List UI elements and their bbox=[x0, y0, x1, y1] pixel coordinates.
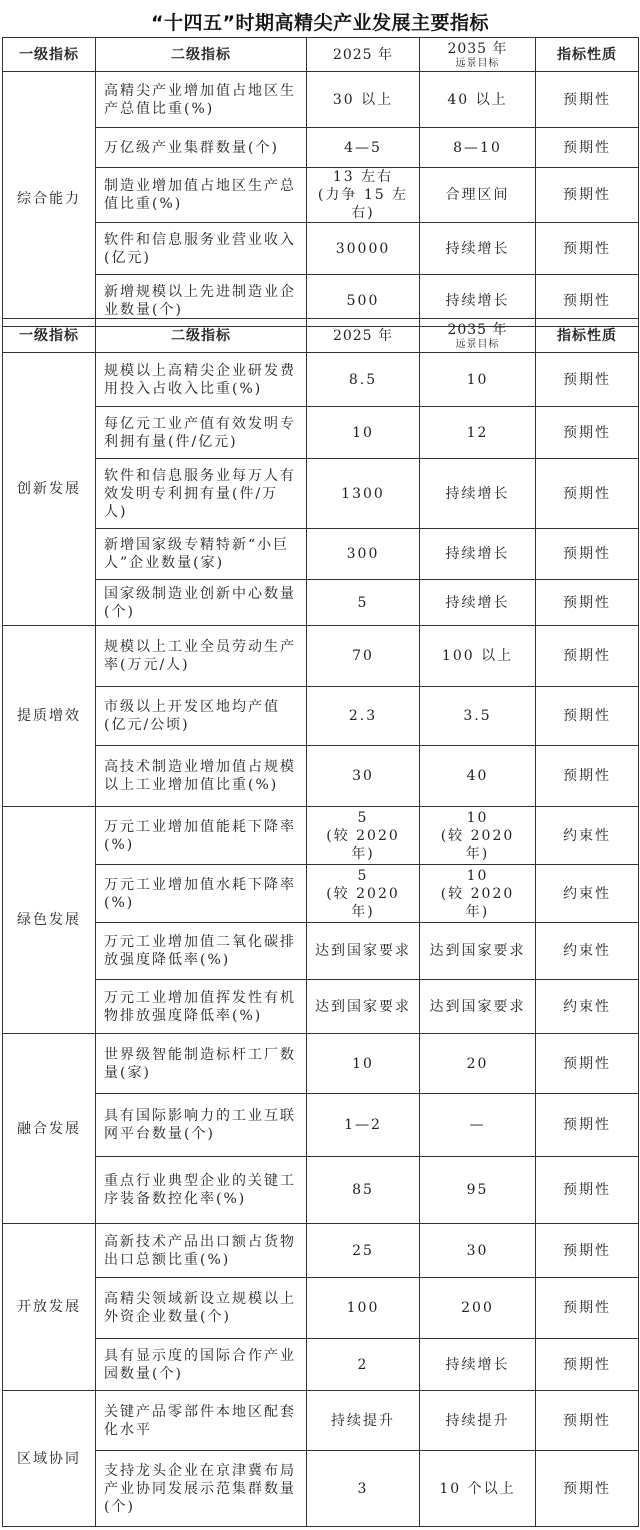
value-2025 bbox=[307, 1278, 420, 1339]
indicator-name: 万元工业增加值水耗下降率(%) bbox=[96, 865, 307, 923]
indicator-property: 预期性 bbox=[536, 1339, 639, 1391]
value-2025 bbox=[307, 1034, 420, 1094]
value-2025 bbox=[307, 1094, 420, 1157]
value-2035-main: 达到国家要求 bbox=[429, 943, 526, 959]
value-2025-main: 2 bbox=[357, 1356, 369, 1373]
value-2025-main: 8.5 bbox=[348, 371, 378, 388]
value-2035-main: 10 bbox=[466, 371, 489, 388]
value-2035-note: (较 2020 年) bbox=[440, 885, 515, 920]
indicator-name: 万元工业增加值挥发性有机物排放强度降低率(%) bbox=[96, 980, 307, 1034]
table-header-row bbox=[3, 319, 639, 353]
value-2035 bbox=[420, 1094, 536, 1157]
value-2035 bbox=[420, 687, 536, 746]
value-2035-main: 8—10 bbox=[453, 139, 502, 156]
value-2035 bbox=[420, 1451, 536, 1527]
category-cell: 绿色发展 bbox=[3, 807, 96, 1034]
value-2025-main: 10 bbox=[352, 1055, 374, 1072]
table-row bbox=[3, 72, 639, 128]
value-2025-main: 100 bbox=[346, 1300, 380, 1316]
value-2025 bbox=[307, 746, 420, 807]
indicator-property: 预期性 bbox=[536, 459, 639, 529]
header-2035-note: 远景目标 bbox=[455, 58, 500, 69]
value-2025 bbox=[307, 407, 420, 459]
indicator-property: 预期性 bbox=[536, 353, 639, 407]
value-2025-main: 300 bbox=[346, 546, 380, 562]
table-row bbox=[3, 580, 639, 626]
value-2025-main: 30 bbox=[352, 768, 374, 784]
indicator-property: 预期性 bbox=[536, 407, 639, 459]
value-2025-main: 13 左右 bbox=[332, 169, 394, 185]
value-2025-main: 30 以上 bbox=[332, 91, 394, 108]
value-2025 bbox=[307, 626, 420, 687]
indicator-property: 预期性 bbox=[536, 275, 639, 327]
value-2025 bbox=[307, 807, 420, 865]
value-2035 bbox=[420, 128, 536, 168]
document-title: “十四五”时期高精尖产业发展主要指标 bbox=[151, 12, 489, 34]
indicator-name: 新增国家级专精特新“小巨人”企业数量(家) bbox=[96, 529, 307, 580]
value-2035-main: 200 bbox=[461, 1300, 494, 1316]
indicator-name: 万元工业增加值能耗下降率(%) bbox=[96, 807, 307, 865]
value-2025-main: 达到国家要求 bbox=[315, 998, 411, 1015]
value-2035 bbox=[420, 223, 536, 275]
indicator-name: 市级以上开发区地均产值(亿元/公顷) bbox=[96, 687, 307, 746]
value-2035 bbox=[420, 529, 536, 580]
indicator-property: 预期性 bbox=[536, 1391, 639, 1451]
indicator-property: 预期性 bbox=[536, 168, 639, 223]
indicator-name: 支持龙头企业在京津冀布局产业协同发展示范集群数量(个) bbox=[96, 1451, 307, 1527]
value-2025 bbox=[307, 459, 420, 529]
value-2035 bbox=[420, 407, 536, 459]
indicator-name: 软件和信息服务业每万人有效发明专利拥有量(件/万人) bbox=[96, 459, 307, 529]
indicator-property: 预期性 bbox=[536, 687, 639, 746]
value-2025-main: 500 bbox=[346, 292, 380, 309]
table-row bbox=[3, 865, 639, 923]
value-2025-main: 持续提升 bbox=[331, 1412, 395, 1429]
header-2035-year: 2035 年 bbox=[447, 41, 508, 57]
indicator-table-2 bbox=[2, 318, 639, 1527]
value-2035 bbox=[420, 168, 536, 223]
value-2025 bbox=[307, 128, 420, 168]
table-row bbox=[3, 529, 639, 580]
indicator-name: 万亿级产业集群数量(个) bbox=[96, 128, 307, 168]
indicator-name: 规模以上工业全员劳动生产率(万元/人) bbox=[96, 626, 307, 687]
value-2025-main: 4—5 bbox=[344, 139, 382, 156]
indicator-name: 重点行业典型企业的关键工序装备数控化率(%) bbox=[96, 1157, 307, 1224]
table-row bbox=[3, 1339, 639, 1391]
value-2035 bbox=[420, 746, 536, 807]
indicator-property: 预期性 bbox=[536, 746, 639, 807]
header-level1: 一级指标 bbox=[3, 38, 96, 72]
value-2035-main: 持续增长 bbox=[445, 594, 510, 611]
value-2035-main: 持续增长 bbox=[445, 1356, 510, 1373]
value-2035-main: — bbox=[469, 1117, 486, 1133]
table-row bbox=[3, 353, 639, 407]
header-2025: 2025 年 bbox=[307, 38, 420, 72]
value-2035-main: 40 bbox=[466, 768, 489, 784]
value-2025 bbox=[307, 580, 420, 626]
header-level1: 一级指标 bbox=[3, 319, 96, 353]
value-2025 bbox=[307, 168, 420, 223]
value-2025 bbox=[307, 223, 420, 275]
value-2035 bbox=[420, 980, 536, 1034]
value-2035-main: 95 bbox=[466, 1182, 489, 1198]
table-row bbox=[3, 1157, 639, 1224]
indicator-name: 世界级智能制造标杆工厂数量(家) bbox=[96, 1034, 307, 1094]
indicator-name: 高新技术产品出口额占货物出口总额比重(%) bbox=[96, 1224, 307, 1278]
table-row bbox=[3, 746, 639, 807]
indicator-property: 预期性 bbox=[536, 580, 639, 626]
indicator-name: 高技术制造业增加值占规模以上工业增加值比重(%) bbox=[96, 746, 307, 807]
value-2025 bbox=[307, 1391, 420, 1451]
indicator-property: 预期性 bbox=[536, 1157, 639, 1224]
value-2035 bbox=[420, 1278, 536, 1339]
value-2035 bbox=[420, 807, 536, 865]
value-2035 bbox=[420, 580, 536, 626]
indicator-property: 预期性 bbox=[536, 1224, 639, 1278]
value-2035-main: 100 以上 bbox=[441, 648, 514, 664]
header-property: 指标性质 bbox=[536, 38, 639, 72]
table-row bbox=[3, 1094, 639, 1157]
indicator-name: 软件和信息服务业营业收入(亿元) bbox=[96, 223, 307, 275]
value-2025 bbox=[307, 1451, 420, 1527]
indicator-name: 新增规模以上先进制造业企业数量(个) bbox=[96, 275, 307, 327]
category-cell: 创新发展 bbox=[3, 353, 96, 626]
indicator-name: 高精尖产业增加值占地区生产总值比重(%) bbox=[96, 72, 307, 128]
indicator-property: 预期性 bbox=[536, 529, 639, 580]
value-2025 bbox=[307, 1339, 420, 1391]
table-row bbox=[3, 128, 639, 168]
indicator-property: 预期性 bbox=[536, 1094, 639, 1157]
table-row bbox=[3, 1391, 639, 1451]
indicator-property: 预期性 bbox=[536, 1451, 639, 1527]
value-2035-main: 12 bbox=[466, 424, 489, 441]
indicator-name: 制造业增加值占地区生产总值比重(%) bbox=[96, 168, 307, 223]
value-2025-main: 85 bbox=[352, 1182, 374, 1198]
indicator-name: 万元工业增加值二氧化碳排放强度降低率(%) bbox=[96, 923, 307, 980]
category-cell: 区域协同 bbox=[3, 1391, 96, 1527]
table-row bbox=[3, 1034, 639, 1094]
value-2035-main: 合理区间 bbox=[445, 187, 510, 203]
value-2035 bbox=[420, 353, 536, 407]
value-2035-main: 持续增长 bbox=[445, 546, 510, 562]
header-2035-note: 远景目标 bbox=[455, 339, 500, 350]
value-2025 bbox=[307, 529, 420, 580]
value-2025-main: 2.3 bbox=[348, 708, 378, 724]
table-row bbox=[3, 407, 639, 459]
category-cell: 综合能力 bbox=[3, 72, 96, 327]
indicator-property: 预期性 bbox=[536, 1034, 639, 1094]
value-2025 bbox=[307, 980, 420, 1034]
value-2025-main: 30000 bbox=[335, 240, 391, 257]
indicator-property: 预期性 bbox=[536, 128, 639, 168]
value-2035 bbox=[420, 1157, 536, 1224]
value-2025-main: 70 bbox=[352, 648, 374, 664]
table-row bbox=[3, 1224, 639, 1278]
indicator-property: 约束性 bbox=[536, 923, 639, 980]
header-2035 bbox=[420, 319, 536, 353]
value-2035 bbox=[420, 865, 536, 923]
table-row bbox=[3, 168, 639, 223]
indicator-name: 规模以上高精尖企业研发费用投入占收入比重(%) bbox=[96, 353, 307, 407]
value-2025-main: 10 bbox=[352, 424, 374, 441]
table-row bbox=[3, 459, 639, 529]
value-2025-main: 达到国家要求 bbox=[315, 943, 411, 959]
indicator-table-1 bbox=[2, 37, 639, 327]
header-2035-year: 2035 年 bbox=[447, 322, 508, 338]
indicator-property: 预期性 bbox=[536, 223, 639, 275]
value-2025-main: 5 bbox=[357, 809, 369, 826]
value-2025-main: 1—2 bbox=[344, 1117, 382, 1133]
value-2025-note: (较 2020 年) bbox=[326, 885, 400, 920]
value-2035 bbox=[420, 1034, 536, 1094]
value-2035 bbox=[420, 459, 536, 529]
value-2035-main: 持续增长 bbox=[445, 485, 510, 502]
category-cell: 开放发展 bbox=[3, 1224, 96, 1391]
indicator-name: 关键产品零部件本地区配套化水平 bbox=[96, 1391, 307, 1451]
value-2025 bbox=[307, 72, 420, 128]
value-2025 bbox=[307, 865, 420, 923]
category-cell: 提质增效 bbox=[3, 626, 96, 807]
value-2025-main: 3 bbox=[357, 1480, 369, 1497]
table-header-row bbox=[3, 38, 639, 72]
header-2035 bbox=[420, 38, 536, 72]
header-2025: 2025 年 bbox=[307, 319, 420, 353]
indicator-name: 具有国际影响力的工业互联网平台数量(个) bbox=[96, 1094, 307, 1157]
value-2035 bbox=[420, 1339, 536, 1391]
value-2025-main: 25 bbox=[352, 1242, 374, 1259]
value-2035-main: 10 bbox=[466, 867, 489, 884]
value-2035-main: 10 个以上 bbox=[439, 1480, 516, 1497]
indicator-name: 高精尖领域新设立规模以上外资企业数量(个) bbox=[96, 1278, 307, 1339]
value-2025 bbox=[307, 1157, 420, 1224]
value-2025-note: (力争 15 左右) bbox=[317, 187, 409, 221]
value-2025-main: 5 bbox=[357, 594, 369, 611]
indicator-name: 国家级制造业创新中心数量(个) bbox=[96, 580, 307, 626]
header-level2: 二级指标 bbox=[96, 38, 307, 72]
header-property: 指标性质 bbox=[536, 319, 639, 353]
value-2035 bbox=[420, 72, 536, 128]
table-row bbox=[3, 223, 639, 275]
indicator-property: 预期性 bbox=[536, 1278, 639, 1339]
value-2035-main: 20 bbox=[466, 1055, 489, 1072]
indicator-name: 每亿元工业产值有效发明专利拥有量(件/亿元) bbox=[96, 407, 307, 459]
value-2035-main: 3.5 bbox=[463, 708, 492, 724]
value-2035 bbox=[420, 1391, 536, 1451]
value-2035 bbox=[420, 923, 536, 980]
value-2035-main: 30 bbox=[466, 1242, 489, 1259]
value-2035-main: 持续提升 bbox=[445, 1412, 510, 1429]
value-2025 bbox=[307, 353, 420, 407]
indicator-property: 约束性 bbox=[536, 865, 639, 923]
table-row bbox=[3, 1451, 639, 1527]
value-2035 bbox=[420, 1224, 536, 1278]
value-2035-main: 10 bbox=[466, 809, 489, 826]
header-level2: 二级指标 bbox=[96, 319, 307, 353]
value-2035 bbox=[420, 626, 536, 687]
value-2025-main: 5 bbox=[357, 867, 369, 884]
indicator-property: 约束性 bbox=[536, 980, 639, 1034]
value-2035-main: 持续增长 bbox=[445, 240, 510, 257]
table-row bbox=[3, 626, 639, 687]
category-cell: 融合发展 bbox=[3, 1034, 96, 1224]
table-row bbox=[3, 980, 639, 1034]
value-2025 bbox=[307, 1224, 420, 1278]
value-2025 bbox=[307, 923, 420, 980]
indicator-property: 预期性 bbox=[536, 72, 639, 128]
value-2035-main: 达到国家要求 bbox=[429, 998, 526, 1015]
value-2035-note: (较 2020 年) bbox=[440, 827, 515, 862]
table-row bbox=[3, 923, 639, 980]
indicator-property: 预期性 bbox=[536, 626, 639, 687]
value-2025-main: 1300 bbox=[341, 485, 385, 502]
table-row bbox=[3, 687, 639, 746]
value-2035-main: 40 以上 bbox=[447, 91, 508, 108]
table-row bbox=[3, 1278, 639, 1339]
value-2025-note: (较 2020 年) bbox=[326, 827, 400, 862]
table-row bbox=[3, 807, 639, 865]
indicator-name: 具有显示度的国际合作产业园数量(个) bbox=[96, 1339, 307, 1391]
indicator-property: 约束性 bbox=[536, 807, 639, 865]
value-2025 bbox=[307, 687, 420, 746]
value-2035-main: 持续增长 bbox=[445, 292, 510, 309]
